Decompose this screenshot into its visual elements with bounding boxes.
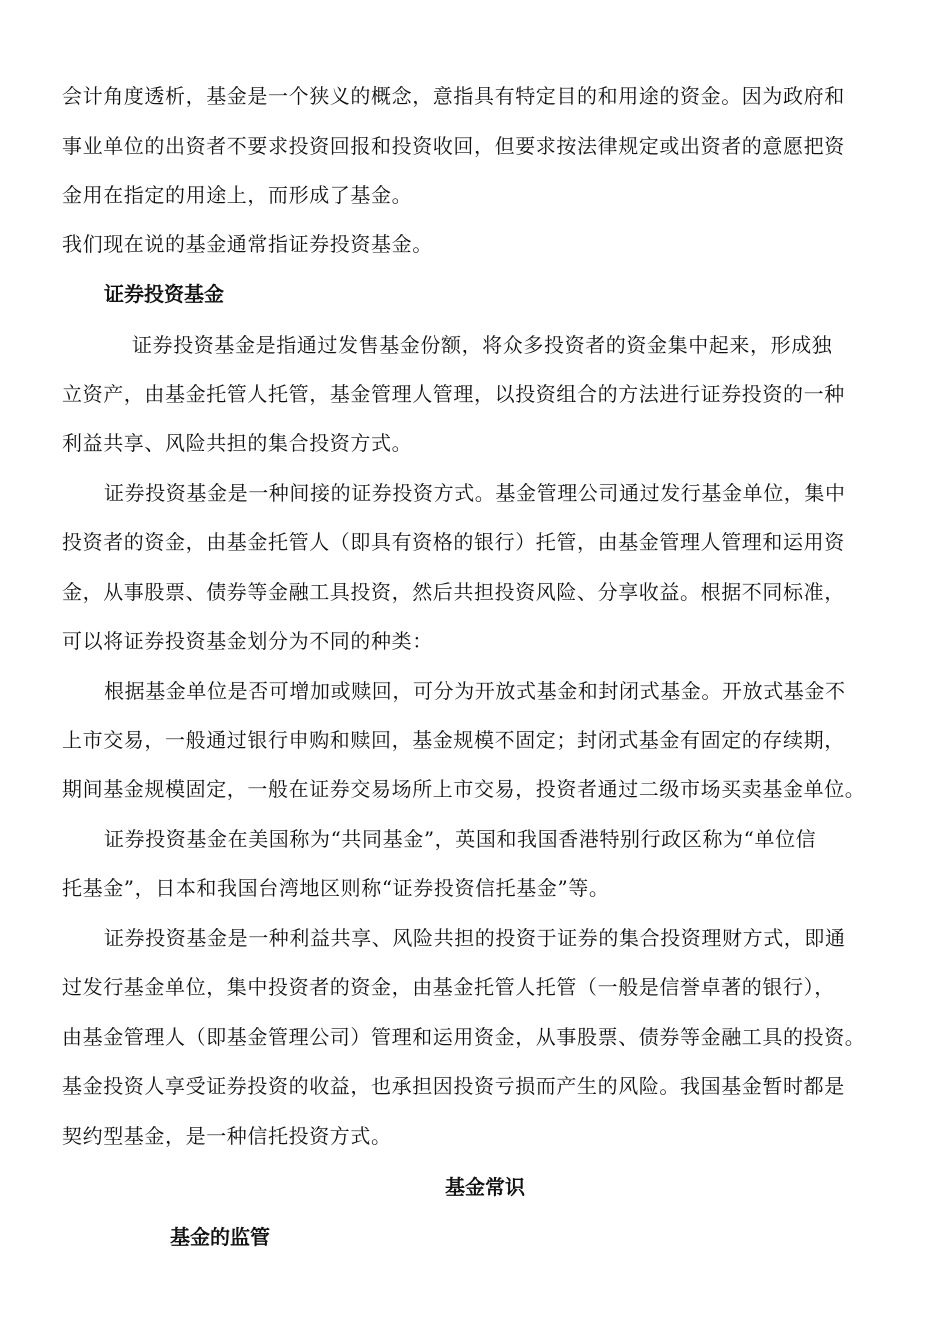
paragraph-1-line-3: 金用在指定的用途上，而形成了基金。 xyxy=(62,183,413,207)
paragraph-5-line-2: 上市交易，一般通过银行申购和赎回，基金规模不固定；封闭式基金有固定的存续期， xyxy=(62,728,845,752)
paragraph-6-line-2: 托基金”，日本和我国台湾地区则称“证券投资信托基金”等。 xyxy=(62,876,610,900)
section-heading-fund-knowledge: 基金常识 xyxy=(445,1175,525,1199)
paragraph-1-line-2: 事业单位的出资者不要求投资回报和投资收回，但要求按法律规定或出资者的意愿把资 xyxy=(62,134,845,158)
paragraph-7-line-3: 由基金管理人（即基金管理公司）管理和运用资金，从事股票、债券等金融工具的投资。 xyxy=(62,1025,866,1049)
paragraph-4-line-2: 投资者的资金，由基金托管人（即具有资格的银行）托管，由基金管理人管理和运用资 xyxy=(62,530,845,554)
paragraph-7-line-4: 基金投资人享受证券投资的收益，也承担因投资亏损而产生的风险。我国基金暂时都是 xyxy=(62,1074,845,1098)
paragraph-7-line-2: 过发行基金单位，集中投资者的资金，由基金托管人托管（一般是信誉卓著的银行）， xyxy=(62,975,835,999)
paragraph-4-line-1: 证券投资基金是一种间接的证券投资方式。基金管理公司通过发行基金单位，集中 xyxy=(104,481,846,505)
paragraph-7-line-5: 契约型基金，是一种信托投资方式。 xyxy=(62,1124,392,1148)
paragraph-4-line-3: 金，从事股票、债券等金融工具投资，然后共担投资风险、分享收益。根据不同标准， xyxy=(62,580,845,604)
paragraph-7-line-1: 证券投资基金是一种利益共享、风险共担的投资于证券的集合投资理财方式，即通 xyxy=(104,926,846,950)
paragraph-3-line-2: 立资产，由基金托管人托管，基金管理人管理，以投资组合的方法进行证券投资的一种 xyxy=(62,382,845,406)
paragraph-3-line-1: 证券投资基金是指通过发售基金份额，将众多投资者的资金集中起来，形成独 xyxy=(132,333,833,357)
section-heading-securities-fund: 证券投资基金 xyxy=(104,282,224,306)
paragraph-1-line-1: 会计角度透析，基金是一个狭义的概念，意指具有特定目的和用途的资金。因为政府和 xyxy=(62,84,845,108)
paragraph-5-line-1: 根据基金单位是否可增加或赎回，可分为开放式基金和封闭式基金。开放式基金不 xyxy=(104,679,846,703)
paragraph-5-line-3: 期间基金规模固定，一般在证券交易场所上市交易，投资者通过二级市场买卖基金单位。 xyxy=(62,777,866,801)
paragraph-4-line-4: 可以将证券投资基金划分为不同的种类： xyxy=(62,629,433,653)
paragraph-6-line-1: 证券投资基金在美国称为“共同基金”，英国和我国香港特别行政区称为“单位信 xyxy=(104,827,817,851)
paragraph-2-line-1: 我们现在说的基金通常指证券投资基金。 xyxy=(62,232,433,256)
section-heading-fund-supervision: 基金的监管 xyxy=(170,1225,270,1249)
paragraph-3-line-3: 利益共享、风险共担的集合投资方式。 xyxy=(62,431,413,455)
